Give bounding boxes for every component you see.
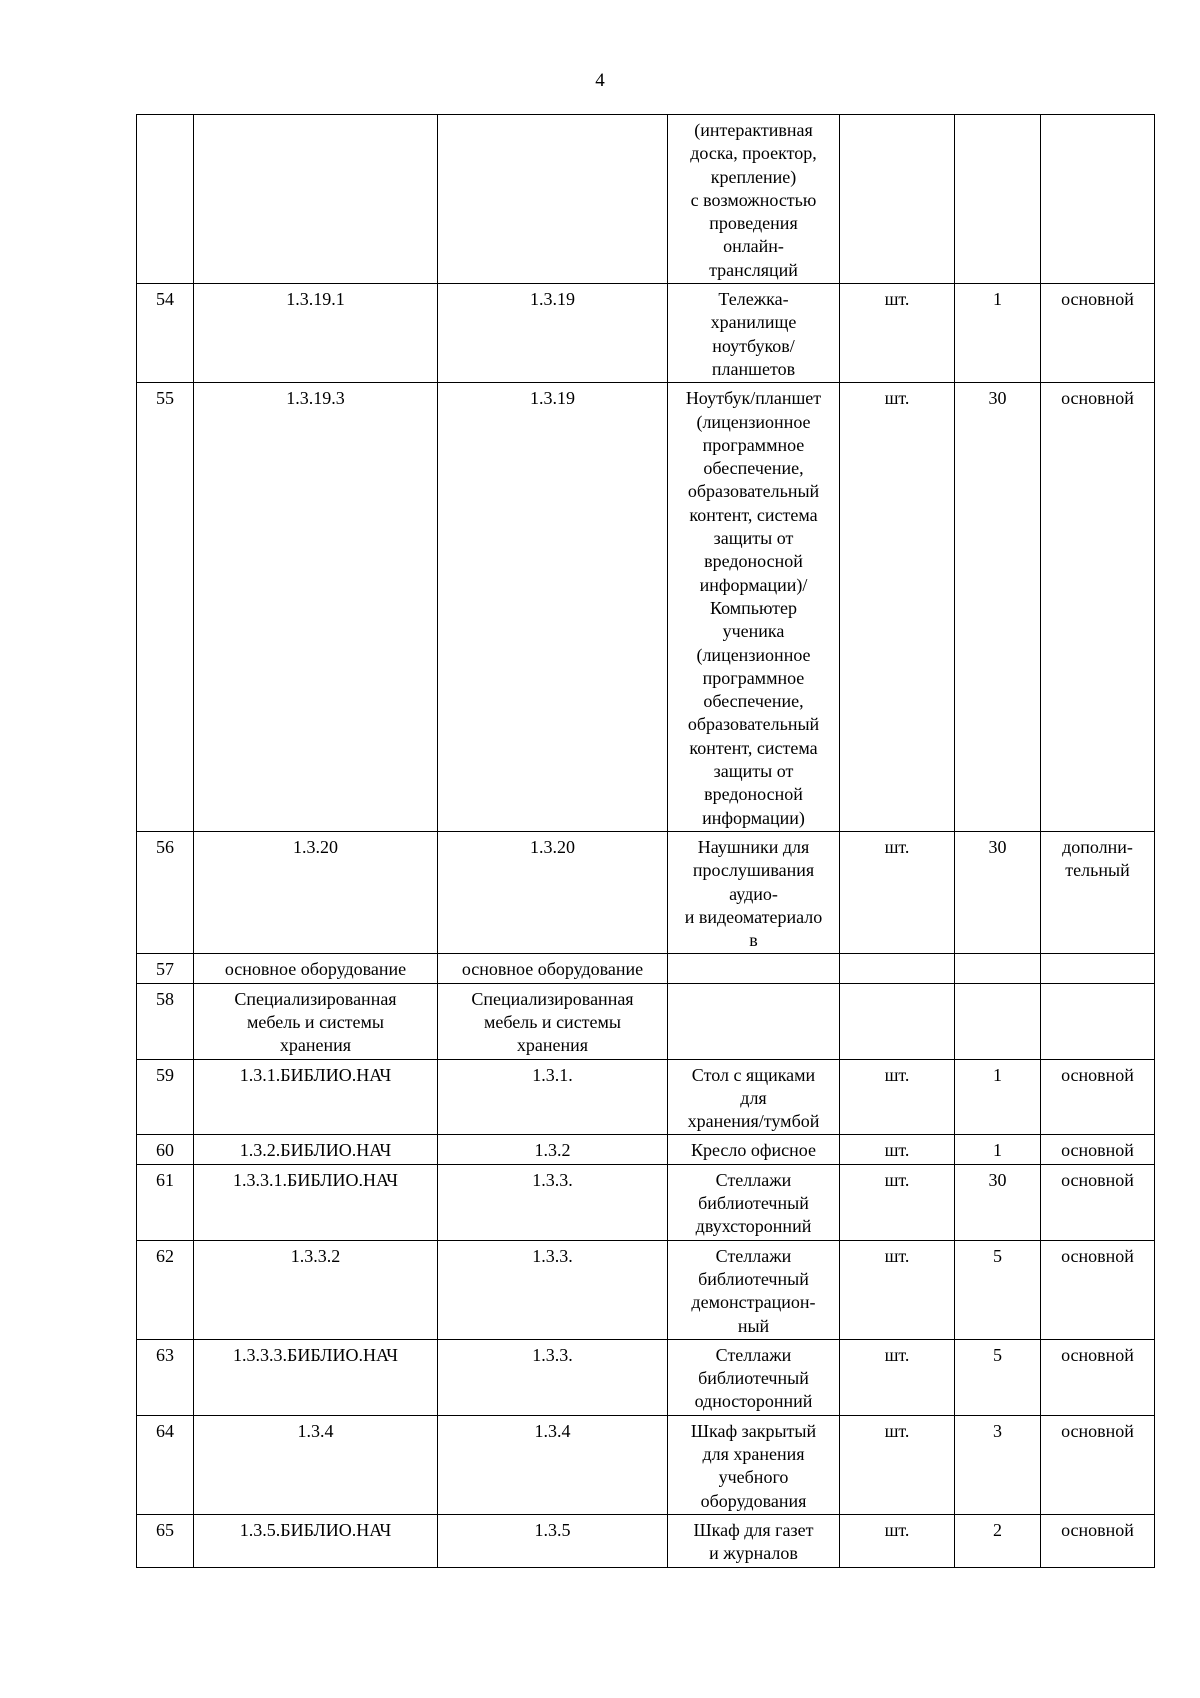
equipment-type-cell — [1041, 115, 1155, 284]
quantity-cell: 2 — [955, 1514, 1041, 1567]
item-name-cell: Шкаф для газет и журналов — [668, 1514, 840, 1567]
unit-cell: шт. — [840, 1339, 955, 1415]
item-code-cell — [194, 115, 438, 284]
quantity-cell: 30 — [955, 1164, 1041, 1240]
row-number-cell: 54 — [137, 284, 194, 383]
group-code-cell: 1.3.19 — [438, 284, 668, 383]
group-code-cell: 1.3.1. — [438, 1059, 668, 1135]
item-code-cell: 1.3.4 — [194, 1415, 438, 1514]
equipment-type-cell: основной — [1041, 284, 1155, 383]
unit-cell: шт. — [840, 831, 955, 953]
group-code-cell: 1.3.2 — [438, 1135, 668, 1164]
quantity-cell — [955, 954, 1041, 983]
table-row — [137, 115, 1155, 284]
unit-cell: шт. — [840, 1059, 955, 1135]
item-name-cell — [668, 954, 840, 983]
group-code-cell: основное оборудование — [438, 954, 668, 983]
item-name-cell: Стеллажи библиотечный односторонний — [668, 1339, 840, 1415]
row-number-cell: 55 — [137, 383, 194, 832]
quantity-cell: 1 — [955, 284, 1041, 383]
quantity-cell: 3 — [955, 1415, 1041, 1514]
table-row — [137, 1415, 1155, 1514]
table-row — [137, 383, 1155, 832]
table-row — [137, 1240, 1155, 1339]
row-number-cell: 65 — [137, 1514, 194, 1567]
unit-cell: шт. — [840, 383, 955, 832]
item-code-cell: 1.3.19.1 — [194, 284, 438, 383]
group-code-cell: 1.3.3. — [438, 1240, 668, 1339]
equipment-type-cell: основной — [1041, 1339, 1155, 1415]
equipment-type-cell: основной — [1041, 383, 1155, 832]
equipment-table — [136, 114, 1155, 1568]
table-row — [137, 983, 1155, 1059]
table-row — [137, 1339, 1155, 1415]
equipment-type-cell: основной — [1041, 1059, 1155, 1135]
unit-cell: шт. — [840, 1415, 955, 1514]
table-row — [137, 1135, 1155, 1164]
group-code-cell: 1.3.3. — [438, 1164, 668, 1240]
equipment-type-cell: дополни- тельный — [1041, 831, 1155, 953]
item-code-cell: Специализированная мебель и системы хранения — [194, 983, 438, 1059]
item-code-cell: 1.3.3.1.БИБЛИО.НАЧ — [194, 1164, 438, 1240]
row-number-cell: 58 — [137, 983, 194, 1059]
quantity-cell: 30 — [955, 383, 1041, 832]
item-name-cell: Стеллажи библиотечный демонстрацион- ный — [668, 1240, 840, 1339]
unit-cell — [840, 983, 955, 1059]
row-number-cell — [137, 115, 194, 284]
row-number-cell: 59 — [137, 1059, 194, 1135]
row-number-cell: 57 — [137, 954, 194, 983]
unit-cell — [840, 115, 955, 284]
table-row — [137, 831, 1155, 953]
item-code-cell: 1.3.2.БИБЛИО.НАЧ — [194, 1135, 438, 1164]
equipment-type-cell: основной — [1041, 1240, 1155, 1339]
item-name-cell: Кресло офисное — [668, 1135, 840, 1164]
item-name-cell — [668, 983, 840, 1059]
group-code-cell: 1.3.19 — [438, 383, 668, 832]
item-name-cell: Стеллажи библиотечный двухсторонний — [668, 1164, 840, 1240]
group-code-cell: 1.3.20 — [438, 831, 668, 953]
unit-cell — [840, 954, 955, 983]
table-row — [137, 954, 1155, 983]
equipment-type-cell: основной — [1041, 1415, 1155, 1514]
equipment-type-cell: основной — [1041, 1514, 1155, 1567]
unit-cell: шт. — [840, 284, 955, 383]
unit-cell: шт. — [840, 1164, 955, 1240]
page-number: 4 — [595, 70, 605, 91]
row-number-cell: 56 — [137, 831, 194, 953]
row-number-cell: 63 — [137, 1339, 194, 1415]
group-code-cell: Специализированная мебель и системы хранения — [438, 983, 668, 1059]
equipment-type-cell — [1041, 954, 1155, 983]
item-name-cell: (интерактивная доска, проектор, крепление) с возможностью проведения онлайн- трансляций — [668, 115, 840, 284]
item-name-cell: Стол с ящиками для хранения/тумбой — [668, 1059, 840, 1135]
quantity-cell — [955, 115, 1041, 284]
item-code-cell: 1.3.3.2 — [194, 1240, 438, 1339]
item-code-cell: 1.3.1.БИБЛИО.НАЧ — [194, 1059, 438, 1135]
quantity-cell: 1 — [955, 1059, 1041, 1135]
unit-cell: шт. — [840, 1135, 955, 1164]
equipment-type-cell: основной — [1041, 1135, 1155, 1164]
item-name-cell: Тележка- хранилище ноутбуков/ планшетов — [668, 284, 840, 383]
table-row — [137, 1164, 1155, 1240]
equipment-type-cell: основной — [1041, 1164, 1155, 1240]
quantity-cell: 1 — [955, 1135, 1041, 1164]
item-name-cell: Наушники для прослушивания аудио- и видеоматериало в — [668, 831, 840, 953]
equipment-type-cell — [1041, 983, 1155, 1059]
row-number-cell: 62 — [137, 1240, 194, 1339]
item-code-cell: 1.3.5.БИБЛИО.НАЧ — [194, 1514, 438, 1567]
unit-cell: шт. — [840, 1240, 955, 1339]
item-code-cell: 1.3.20 — [194, 831, 438, 953]
unit-cell: шт. — [840, 1514, 955, 1567]
group-code-cell: 1.3.4 — [438, 1415, 668, 1514]
row-number-cell: 60 — [137, 1135, 194, 1164]
quantity-cell: 5 — [955, 1240, 1041, 1339]
quantity-cell: 30 — [955, 831, 1041, 953]
row-number-cell: 61 — [137, 1164, 194, 1240]
item-code-cell: основное оборудование — [194, 954, 438, 983]
quantity-cell: 5 — [955, 1339, 1041, 1415]
item-name-cell: Ноутбук/планшет (лицензионное программное обеспечение, образовательный контент, система защиты от вредоносной информации)/ Компьютер ученика (лицензионное программное обеспечение, образовательный контент, система защиты от вредоносной информации) — [668, 383, 840, 832]
item-code-cell: 1.3.3.3.БИБЛИО.НАЧ — [194, 1339, 438, 1415]
group-code-cell: 1.3.5 — [438, 1514, 668, 1567]
table-row — [137, 1514, 1155, 1567]
row-number-cell: 64 — [137, 1415, 194, 1514]
quantity-cell — [955, 983, 1041, 1059]
table-row — [137, 284, 1155, 383]
table-body — [137, 115, 1155, 1568]
group-code-cell — [438, 115, 668, 284]
item-code-cell: 1.3.19.3 — [194, 383, 438, 832]
item-name-cell: Шкаф закрытый для хранения учебного оборудования — [668, 1415, 840, 1514]
group-code-cell: 1.3.3. — [438, 1339, 668, 1415]
table-row — [137, 1059, 1155, 1135]
